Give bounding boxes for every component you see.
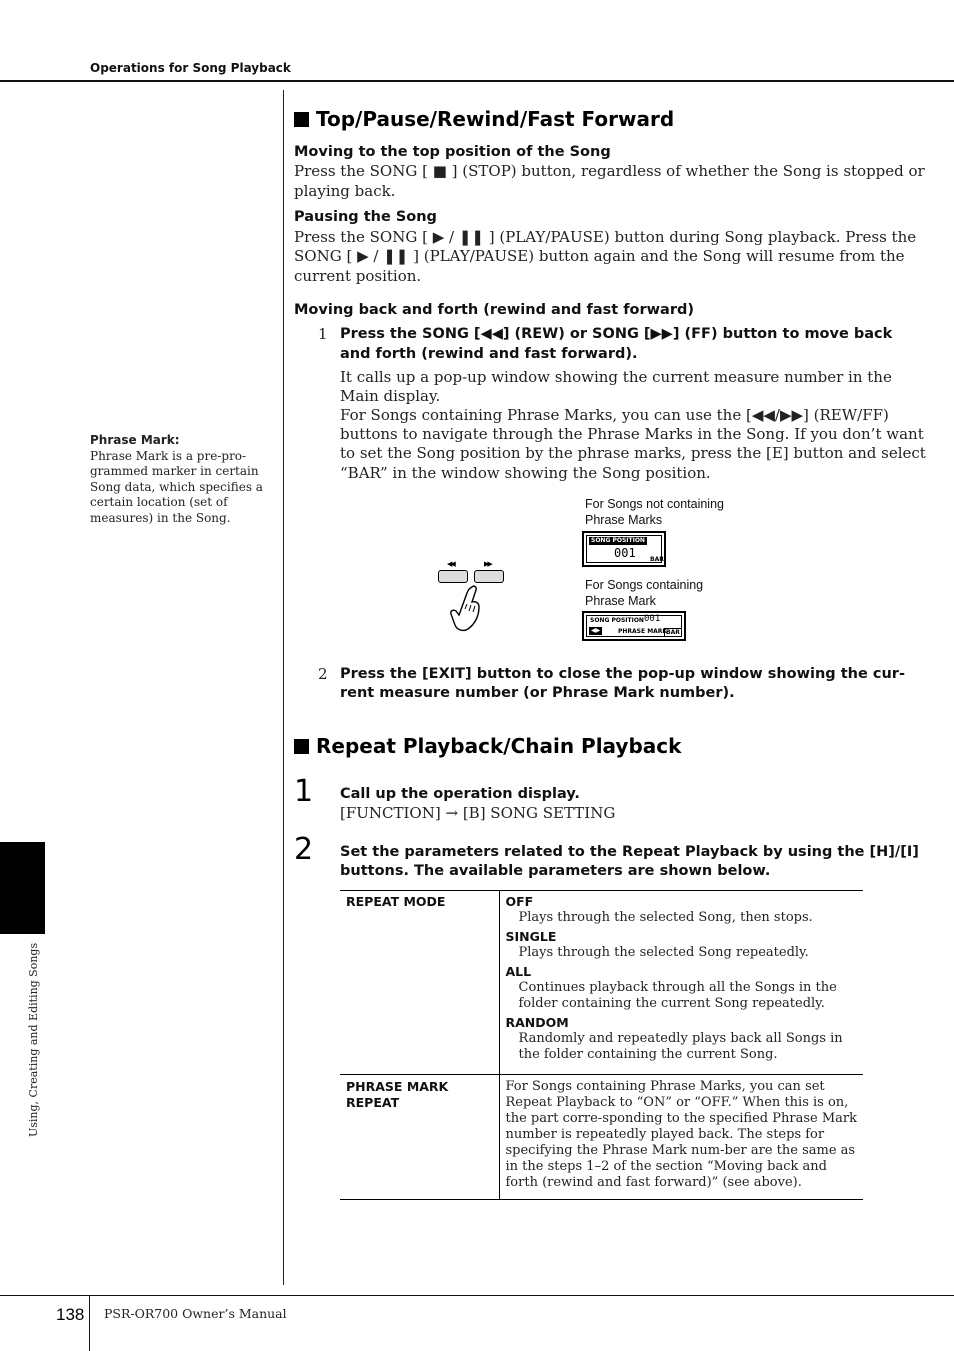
option-desc: Continues playback through all the Songs in the folder containing the current Song repeatedly. <box>518 980 837 1011</box>
sidenote <box>90 433 275 526</box>
option-desc: Plays through the selected Song repeatedly. <box>518 945 809 960</box>
subheading-rew-ff: Moving back and forth (rewind and fast forward) <box>294 302 694 318</box>
chapter-tab-label: Using, Creating and Editing Songs <box>27 942 40 1137</box>
page-number: 138 <box>56 1305 85 1324</box>
step-text: buttons. The available parameters are shown below. <box>340 863 771 879</box>
lcd-tag: BAR <box>650 556 664 563</box>
sidenote-text: Phrase Mark is a pre-pro-grammed marker in certain Song data, which specifies a certain location (set of measures) in the Song. <box>90 448 263 525</box>
step-title: Call up the operation display. <box>340 786 580 802</box>
option-desc: Plays through the selected Song, then stops. <box>518 910 813 925</box>
paragraph-line: Press the SONG [ ▶ / ❚❚ ] (PLAY/PAUSE) button during Song playback. Press the <box>294 228 917 246</box>
rew-symbol-icon: ◀◀ <box>447 560 454 568</box>
paragraph-line: It calls up a pop-up window showing the current measure number in the <box>340 368 892 386</box>
option-name: RANDOM <box>505 1015 569 1030</box>
sidenote-title: Phrase Mark: <box>90 433 180 447</box>
lcd-value: 001 <box>644 614 661 624</box>
paragraph-line: buttons to navigate through the Phrase Marks in the Song. If you don’t want <box>340 425 924 443</box>
paragraph-line: SONG [ ▶ / ❚❚ ] (PLAY/PAUSE) button again and the Song will resume from the <box>294 247 905 265</box>
footer-rule <box>0 1295 954 1296</box>
subheading-pausing: Pausing the Song <box>294 209 437 225</box>
paragraph-line: current position. <box>294 267 422 285</box>
param-name: PHRASE MARK REPEAT <box>340 1075 499 1200</box>
section-square-icon <box>294 739 309 754</box>
option-name: OFF <box>505 894 534 909</box>
lcd-tag: ◀▶ <box>591 627 601 634</box>
option-name: ALL <box>505 964 532 979</box>
section-heading-text: Repeat Playback/Chain Playback <box>316 734 682 758</box>
section-heading-text: Top/Pause/Rewind/Fast Forward <box>316 107 675 131</box>
header-rule <box>0 80 954 82</box>
lcd-title: SONG POSITION <box>590 617 644 624</box>
table-row <box>340 1075 863 1200</box>
step-text: Press the [EXIT] button to close the pop-up window showing the cur- <box>340 666 905 682</box>
paragraph-line: playing back. <box>294 182 396 200</box>
paragraph-line: Main display. <box>340 387 441 405</box>
subheading-top-position: Moving to the top position of the Song <box>294 144 611 160</box>
paragraph-line: to set the Song position by the phrase marks, press the [E] button and select <box>340 444 926 462</box>
figure-caption: For Songs not containing <box>585 497 724 511</box>
manual-title: PSR-OR700 Owner’s Manual <box>104 1306 287 1321</box>
section-square-icon <box>294 112 309 127</box>
big-step-number: 1 <box>294 774 314 809</box>
step-number: 1 <box>318 325 328 343</box>
lcd-title: SONG POSITION <box>591 537 645 544</box>
paragraph-line: Press the SONG [ ■ ] (STOP) button, regardless of whether the Song is stopped or <box>294 162 925 180</box>
footer-divider <box>89 1295 90 1351</box>
lcd-tag: PHRASE MARK <box>618 628 668 635</box>
figure-caption: Phrase Marks <box>585 513 663 527</box>
parameter-table <box>340 890 863 1200</box>
section-heading-repeat <box>294 734 681 758</box>
table-row <box>340 891 863 1075</box>
option-desc: Randomly and repeatedly plays back all Songs in the folder containing the current Song. <box>518 1031 843 1062</box>
figure-caption: For Songs containing <box>585 578 704 592</box>
paragraph-line: For Songs containing Phrase Marks, you can use the [◀◀/▶▶] (REW/FF) <box>340 406 889 424</box>
big-step-number: 2 <box>294 832 314 867</box>
figure-caption: Phrase Mark <box>585 594 656 608</box>
lcd-tag: BAR <box>666 629 680 636</box>
param-values <box>499 891 863 1075</box>
step-number: 2 <box>318 665 328 683</box>
option-name: SINGLE <box>505 929 557 944</box>
pressing-hand-icon <box>448 584 484 634</box>
param-name: REPEAT MODE <box>340 891 499 1075</box>
step-path: [FUNCTION] → [B] SONG SETTING <box>340 804 616 822</box>
lcd-song-position-bar <box>582 531 666 567</box>
ff-button[interactable] <box>474 570 504 583</box>
step-text: Set the parameters related to the Repeat Playback by using the [H]/[I] <box>340 844 919 860</box>
column-divider <box>283 90 284 1285</box>
step-text: and forth (rewind and fast forward). <box>340 346 638 362</box>
param-desc: For Songs containing Phrase Marks, you can set Repeat Playback to “ON” or “OFF.” When this is on, the part corre-sponding to the specified Phrase Mark number is repeatedly played back. The steps for specifying the Phrase Mark num-ber are the same as in the steps 1–2 of the section “Moving back and forth (rewind and fast forward)” (see above). <box>499 1075 863 1200</box>
ff-symbol-icon: ▶▶ <box>484 560 491 568</box>
lcd-song-position-phrase <box>582 611 686 641</box>
chapter-tab <box>0 842 45 934</box>
step-text: Press the SONG [◀◀] (REW) or SONG [▶▶] (FF) button to move back <box>340 326 893 342</box>
rew-button[interactable] <box>438 570 468 583</box>
running-header: Operations for Song Playback <box>90 61 291 75</box>
section-heading-top-pause <box>294 107 674 131</box>
lcd-value: 001 <box>614 546 636 560</box>
step-text: rent measure number (or Phrase Mark number). <box>340 685 735 701</box>
paragraph-line: “BAR” in the window showing the Song position. <box>340 464 711 482</box>
